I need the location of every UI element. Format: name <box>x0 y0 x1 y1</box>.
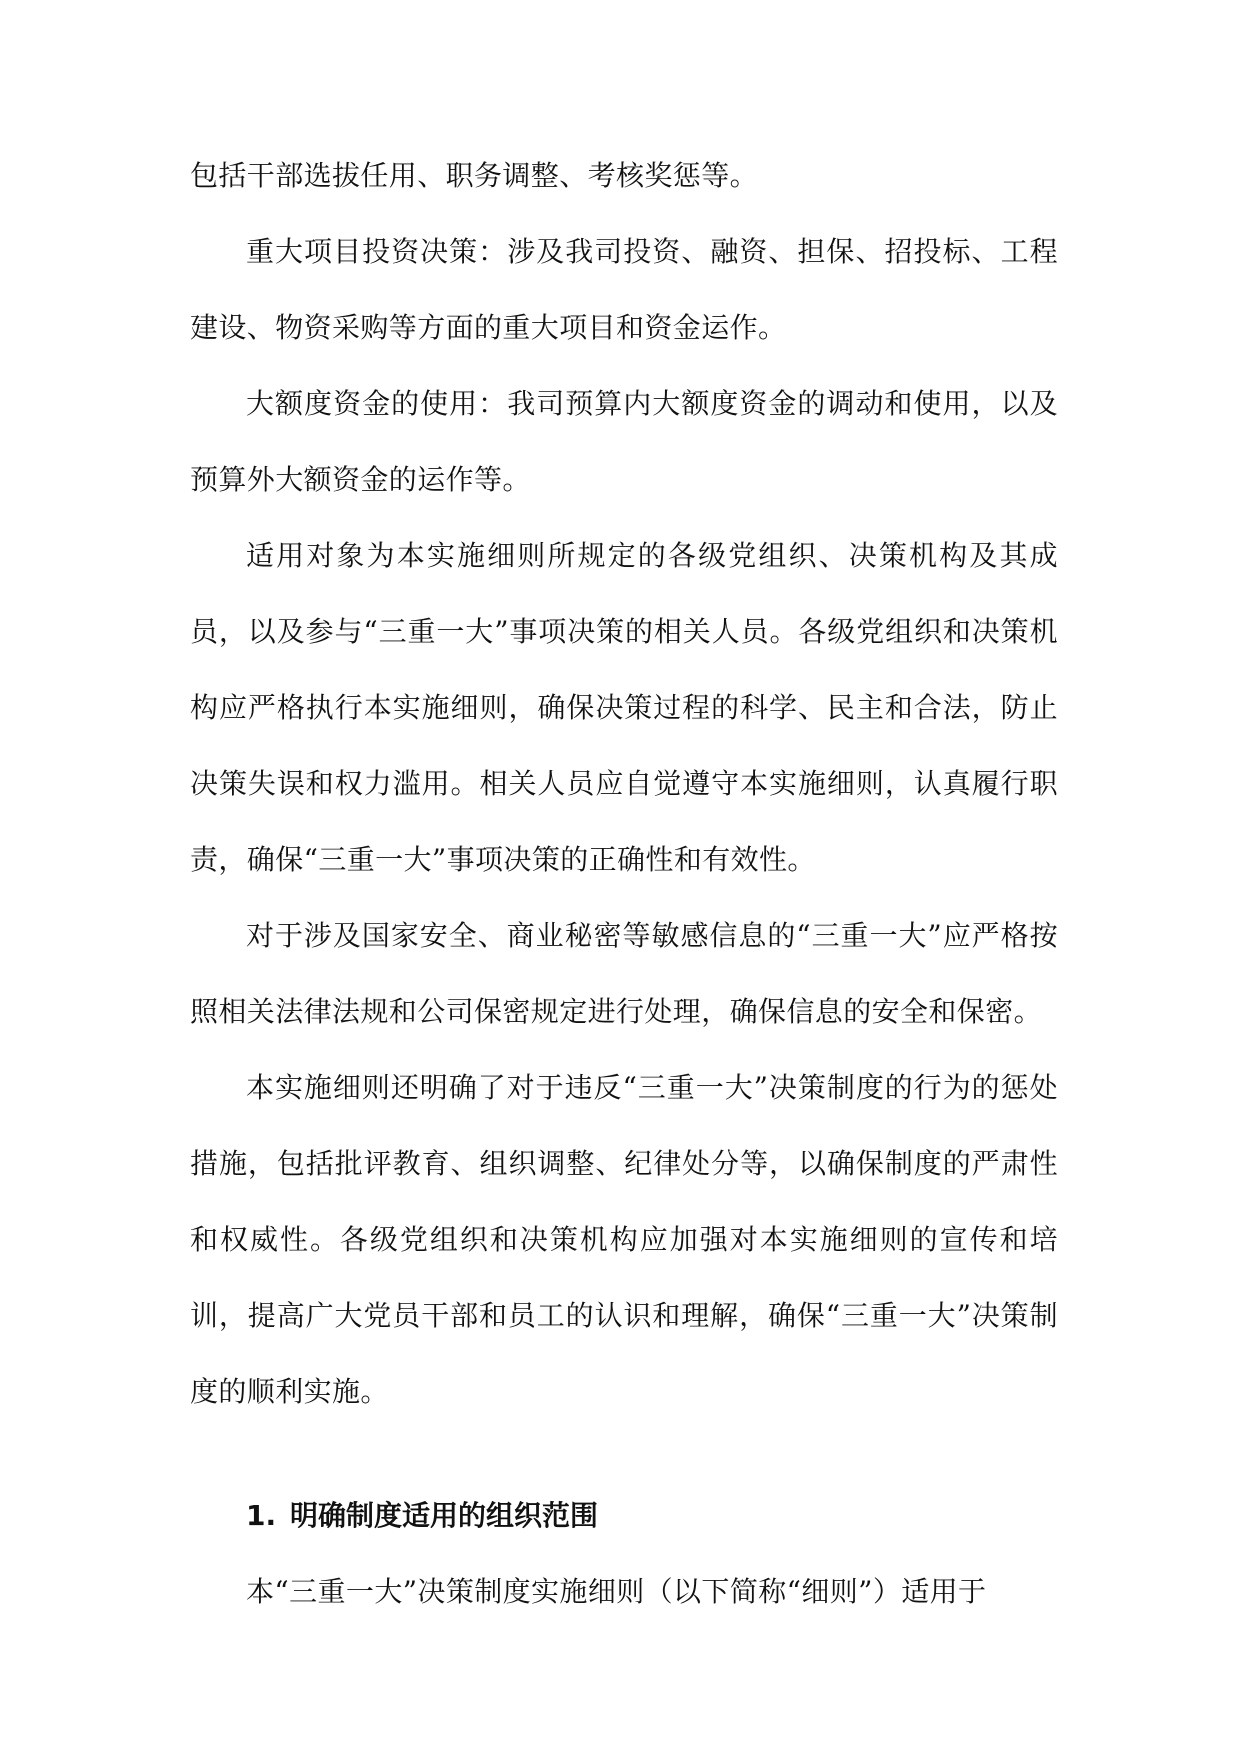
paragraph-scope-intro: 本“三重一大”决策制度实施细则（以下简称“细则”）适用于 <box>246 1575 987 1608</box>
section-heading-number: 1. <box>246 1499 277 1532</box>
paragraph-large-funds: 大额度资金的使用：我司预算内大额度资金的调动和使用，以及预算外大额资金的运作等。 <box>190 387 1058 496</box>
paragraph-penalties: 本实施细则还明确了对于违反“三重一大”决策制度的行为的惩处措施，包括批评教育、组织调整、纪律处分等，以确保制度的严肃性和权威性。各级党组织和决策机构应加强对本实施细则的宣传和培训，提高广大党员干部和员工的认识和理解，确保“三重一大”决策制度的顺利实施。 <box>190 1071 1058 1408</box>
paragraph-major-investment: 重大项目投资决策：涉及我司投资、融资、担保、招投标、工程建设、物资采购等方面的重大项目和资金运作。 <box>190 235 1058 344</box>
document-body <box>190 138 1058 1630</box>
paragraph-confidentiality: 对于涉及国家安全、商业秘密等敏感信息的“三重一大”应严格按照相关法律法规和公司保密规定进行处理，确保信息的安全和保密。 <box>190 919 1058 1028</box>
paragraph-applicable-objects: 适用对象为本实施细则所规定的各级党组织、决策机构及其成员，以及参与“三重一大”事项决策的相关人员。各级党组织和决策机构应严格执行本实施细则，确保决策过程的科学、民主和合法，防止决策失误和权力滥用。相关人员应自觉遵守本实施细则，认真履行职责，确保“三重一大”事项决策的正确性和有效性。 <box>190 539 1058 876</box>
section-heading <box>190 1478 1058 1554</box>
section-heading-text: 明确制度适用的组织范围 <box>290 1499 599 1532</box>
paragraph-continuation: 包括干部选拔任用、职务调整、考核奖惩等。 <box>190 159 759 192</box>
